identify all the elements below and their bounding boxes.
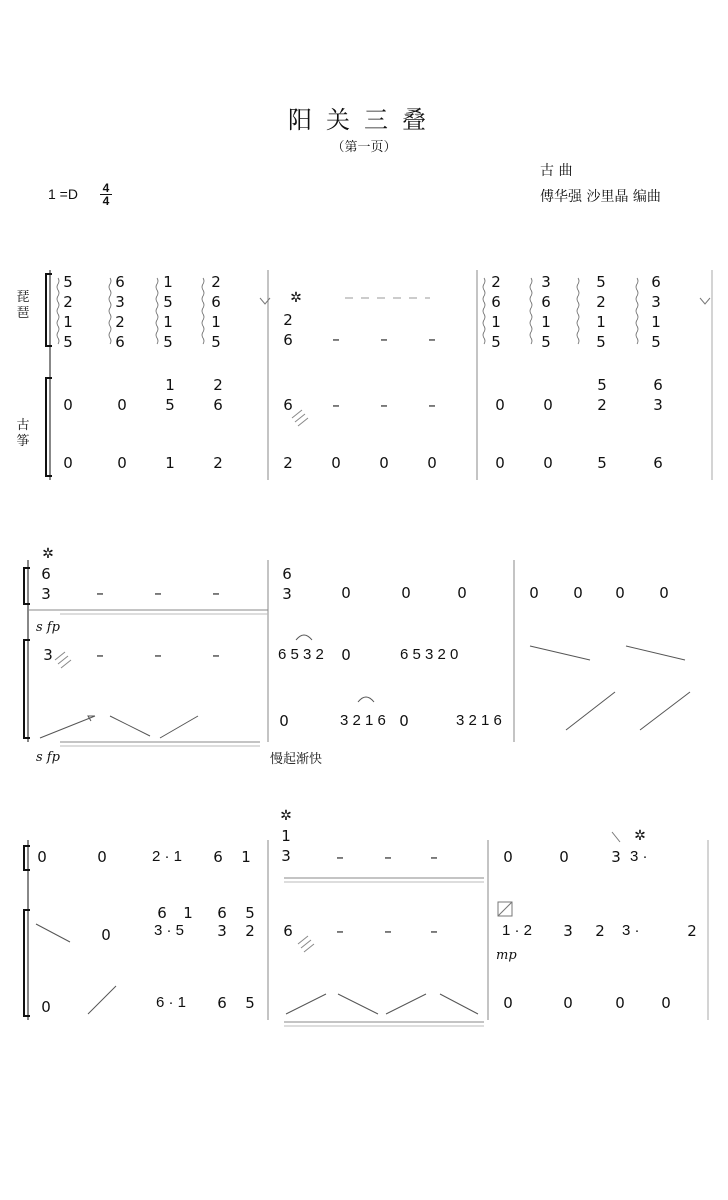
- note: 6: [282, 565, 292, 583]
- ornament-icon: ✲: [290, 290, 302, 306]
- note: –: [384, 848, 392, 866]
- note: 6: [217, 994, 227, 1012]
- note: 6: [115, 273, 125, 291]
- note: 5: [596, 273, 606, 291]
- note: 0: [573, 584, 583, 602]
- note: 1: [63, 313, 73, 331]
- note: 3: [541, 273, 551, 291]
- pipa-chord: [38, 564, 54, 604]
- note: 6: [653, 376, 663, 394]
- note: 5: [541, 333, 551, 351]
- pipa-chord-6: [538, 272, 554, 352]
- ornament-icon: ✲: [634, 828, 646, 844]
- note: 3: [41, 585, 51, 603]
- note: –: [212, 646, 220, 664]
- note: –: [332, 330, 340, 348]
- note: 2: [596, 293, 606, 311]
- note: 0: [615, 584, 625, 602]
- pipa-chord: [279, 564, 295, 604]
- note: 6: [283, 396, 293, 414]
- note: 1: [491, 313, 501, 331]
- note: 0: [97, 848, 107, 866]
- note: 0: [559, 848, 569, 866]
- note: 1: [596, 313, 606, 331]
- note: 6: [653, 454, 663, 472]
- note: 1: [165, 376, 175, 394]
- note: 1: [541, 313, 551, 331]
- note: 1: [163, 273, 173, 291]
- note: 6: [283, 922, 293, 940]
- time-sig-top: 4: [102, 181, 110, 195]
- note: 0: [529, 584, 539, 602]
- note: 1: [165, 454, 175, 472]
- note: 3: [611, 848, 621, 866]
- note: 0: [543, 454, 553, 472]
- note: 2: [245, 922, 255, 940]
- note: 0: [503, 994, 513, 1012]
- note: 0: [659, 584, 669, 602]
- pipa-chord-4: [208, 272, 224, 352]
- note: 6: [541, 293, 551, 311]
- note: 0: [399, 712, 409, 730]
- note: 5: [597, 454, 607, 472]
- note: 2: [213, 376, 223, 394]
- note: 5: [245, 904, 255, 922]
- note: 0: [117, 396, 127, 414]
- note: 2: [491, 273, 501, 291]
- note: 6: [491, 293, 501, 311]
- note: 0: [331, 454, 341, 472]
- note: 0: [379, 454, 389, 472]
- note: 5: [651, 333, 661, 351]
- note: –: [428, 330, 436, 348]
- note: 2: [283, 454, 293, 472]
- note: –: [430, 922, 438, 940]
- note: 5: [165, 396, 175, 414]
- note: 0: [543, 396, 553, 414]
- pipa-chord-5: [488, 272, 504, 352]
- note: –: [336, 922, 344, 940]
- dynamic-mp: mp: [496, 948, 517, 963]
- note: 6: [283, 331, 293, 349]
- note: –: [384, 922, 392, 940]
- pipa-chord-8: [648, 272, 664, 352]
- instrument-pipa: 琵琶: [16, 290, 30, 321]
- ornament-icon: ✲: [280, 808, 292, 824]
- note: 3: [43, 646, 53, 664]
- note: 3: [651, 293, 661, 311]
- note: 1: [183, 904, 193, 922]
- note: 5: [163, 293, 173, 311]
- note: –: [380, 330, 388, 348]
- note: 0: [495, 396, 505, 414]
- note: –: [154, 646, 162, 664]
- note: 0: [341, 584, 351, 602]
- arrangers-label: 傅华强 沙里晶 编曲: [540, 189, 661, 205]
- note: 5: [596, 333, 606, 351]
- pipa-chord-1: [60, 272, 76, 352]
- note: 6: [41, 565, 51, 583]
- note: 0: [495, 454, 505, 472]
- note: 0: [101, 926, 111, 944]
- note: 5: [491, 333, 501, 351]
- note-group: 3 · 5: [154, 922, 185, 939]
- piece-title: 阳关三叠: [288, 106, 440, 134]
- note-group: 1 · 2: [502, 922, 533, 939]
- note: –: [336, 848, 344, 866]
- note: 2: [211, 273, 221, 291]
- note: 2: [687, 922, 697, 940]
- note: 3: [282, 585, 292, 603]
- note-group: 6 5 3 2: [278, 646, 324, 663]
- note: 1: [163, 313, 173, 331]
- note: 6: [213, 396, 223, 414]
- pipa-chord-2: [112, 272, 128, 352]
- note: 6: [211, 293, 221, 311]
- note: 0: [661, 994, 671, 1012]
- note: 5: [63, 333, 73, 351]
- note: 0: [401, 584, 411, 602]
- note: –: [96, 646, 104, 664]
- note: –: [430, 848, 438, 866]
- note-group: 3 ·: [630, 848, 648, 865]
- note: –: [96, 584, 104, 602]
- note: 0: [41, 998, 51, 1016]
- note: 0: [117, 454, 127, 472]
- note: 1: [651, 313, 661, 331]
- note: 0: [341, 646, 351, 664]
- note: 6: [157, 904, 167, 922]
- pipa-m2-chord: [280, 310, 296, 350]
- note: 3: [217, 922, 227, 940]
- note: 2: [597, 396, 607, 414]
- note: 2: [115, 313, 125, 331]
- tempo-direction: 慢起渐快: [270, 752, 323, 767]
- note: 0: [279, 712, 289, 730]
- note: 3: [563, 922, 573, 940]
- key-signature: 1 =D: [48, 186, 78, 202]
- origin-label: 古 曲: [540, 163, 573, 179]
- note: 5: [211, 333, 221, 351]
- pipa-chord: [278, 826, 294, 866]
- note: 6: [213, 848, 223, 866]
- dynamic-sfp: s fp: [36, 620, 60, 635]
- note: 0: [563, 994, 573, 1012]
- note: 3: [281, 847, 291, 865]
- note: 0: [427, 454, 437, 472]
- note-group: 6 5 3 2 0: [400, 646, 459, 663]
- note: –: [154, 584, 162, 602]
- note: 6: [217, 904, 227, 922]
- note: 5: [163, 333, 173, 351]
- note: 0: [457, 584, 467, 602]
- note: 2: [213, 454, 223, 472]
- page-subtitle: （第一页）: [331, 140, 397, 155]
- note: 0: [63, 396, 73, 414]
- note-group: 6 · 1: [156, 994, 187, 1011]
- note: 1: [211, 313, 221, 331]
- note: 6: [651, 273, 661, 291]
- note: 5: [245, 994, 255, 1012]
- note: –: [332, 396, 340, 414]
- note: –: [428, 396, 436, 414]
- note: 1: [281, 827, 291, 845]
- note: 3: [653, 396, 663, 414]
- pipa-chord-7: [593, 272, 609, 352]
- note-group: 3 2 1 6: [456, 712, 502, 729]
- note: 2: [63, 293, 73, 311]
- note-group: 3 ·: [622, 922, 640, 939]
- note: 5: [597, 376, 607, 394]
- note: 2: [283, 311, 293, 329]
- note: 5: [63, 273, 73, 291]
- ornament-icon: ✲: [42, 546, 54, 562]
- time-sig-bottom: 4: [100, 194, 112, 207]
- note: 6: [115, 333, 125, 351]
- dynamic-sfp: s fp: [36, 750, 60, 765]
- note-group: 3 2 1 6: [340, 712, 386, 729]
- instrument-guzheng: 古筝: [16, 418, 30, 449]
- note: 0: [63, 454, 73, 472]
- pipa-chord-3: [160, 272, 176, 352]
- note: –: [380, 396, 388, 414]
- note: –: [212, 584, 220, 602]
- note: 0: [503, 848, 513, 866]
- note: 0: [615, 994, 625, 1012]
- note: 1: [241, 848, 251, 866]
- note: 3: [115, 293, 125, 311]
- note: 0: [37, 848, 47, 866]
- note-group: 2 · 1: [152, 848, 183, 865]
- note: 2: [595, 922, 605, 940]
